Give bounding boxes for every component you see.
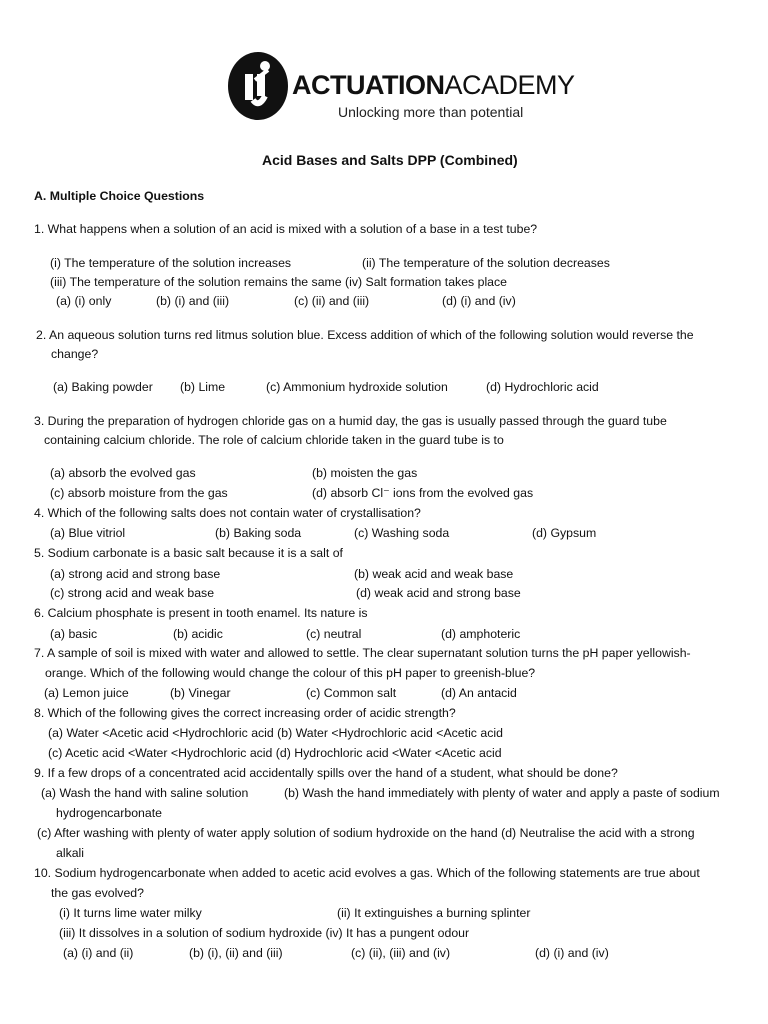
q5-option-a: (a) strong acid and strong base [50,567,221,581]
q7-option-a: (a) Lemon juice [44,686,129,700]
q10-statement-iii-iv: (iii) It dissolves in a solution of sodium hydroxide (iv) It has a pungent odour [59,926,470,940]
q7-option-d: (d) An antacid [441,686,517,700]
tagline: Unlocking more than potential [338,104,524,120]
q3-option-a: (a) absorb the evolved gas [50,466,196,480]
question-5: 5. Sodium carbonate is a basic salt because it is a salt of [34,546,343,560]
q6-option-b: (b) acidic [173,627,223,641]
question-2: 2. An aqueous solution turns red litmus solution blue. Excess addition of which of the following solution would reverse the [36,328,694,342]
question-3: 3. During the preparation of hydrogen chloride gas on a humid day, the gas is usually passed through the guard tube [34,414,667,428]
q3-option-c: (c) absorb moisture from the gas [50,486,228,500]
q1-option-d: (d) (i) and (iv) [442,294,516,308]
question-1: 1. What happens when a solution of an acid is mixed with a solution of a base in a test tube? [34,222,538,236]
brand-light: ACADEMY [444,70,575,100]
q10-statement-ii: (ii) It extinguishes a burning splinter [337,906,531,920]
q10-option-d: (d) (i) and (iv) [535,946,609,960]
question-8: 8. Which of the following gives the correct increasing order of acidic strength? [34,706,456,720]
page-title: Acid Bases and Salts DPP (Combined) [262,152,518,168]
q9-options-cd: (c) After washing with plenty of water apply solution of sodium hydroxide on the hand (d) Neutralise the acid with a strong [37,826,695,840]
q5-option-b: (b) weak acid and weak base [354,567,514,581]
brand-name [292,70,575,101]
q4-option-a: (a) Blue vitriol [50,526,126,540]
q10-option-b: (b) (i), (ii) and (iii) [189,946,283,960]
q5-option-c: (c) strong acid and weak base [50,586,215,600]
q7-option-b: (b) Vinegar [170,686,231,700]
question-7-cont: orange. Which of the following would change the colour of this pH paper to greenish-blue? [45,666,536,680]
q6-option-c: (c) neutral [306,627,362,641]
q5-option-d: (d) weak acid and strong base [356,586,521,600]
q9-option-b: (b) Wash the hand immediately with plenty of water and apply a paste of sodium [284,786,720,800]
q4-option-d: (d) Gypsum [532,526,597,540]
q1-option-c: (c) (ii) and (iii) [294,294,370,308]
q1-statement-i: (i) The temperature of the solution increases [50,256,292,270]
q9-option-a: (a) Wash the hand with saline solution [41,786,249,800]
q1-statement-ii: (ii) The temperature of the solution decreases [362,256,610,270]
section-heading: A. Multiple Choice Questions [34,189,205,203]
q6-option-d: (d) amphoteric [441,627,521,641]
q2-option-d: (d) Hydrochloric acid [486,380,599,394]
question-3-cont: containing calcium chloride. The role of calcium chloride taken in the guard tube is to [44,433,504,447]
question-9: 9. If a few drops of a concentrated acid accidentally spills over the hand of a student, what should be done? [34,766,618,780]
question-10-cont: the gas evolved? [51,886,144,900]
question-7: 7. A sample of soil is mixed with water and allowed to settle. The clear supernatant solution turns the pH paper yellowish- [34,646,691,660]
question-4: 4. Which of the following salts does not contain water of crystallisation? [34,506,421,520]
q3-option-d: (d) absorb Cl⁻ ions from the evolved gas [312,486,534,500]
q6-option-a: (a) basic [50,627,98,641]
q2-option-c: (c) Ammonium hydroxide solution [266,380,448,394]
question-6: 6. Calcium phosphate is present in tooth enamel. Its nature is [34,606,368,620]
question-2-cont: change? [51,347,99,361]
q4-option-c: (c) Washing soda [354,526,450,540]
question-10: 10. Sodium hydrogencarbonate when added to acetic acid evolves a gas. Which of the following statements are true about [34,866,700,880]
q1-statement-iii-iv: (iii) The temperature of the solution remains the same (iv) Salt formation takes place [50,275,508,289]
q1-option-a: (a) (i) only [56,294,112,308]
q9-option-b-cont: hydrogencarbonate [56,806,162,820]
q2-option-a: (a) Baking powder [53,380,153,394]
actuation-academy-logo [228,52,575,128]
q4-option-b: (b) Baking soda [215,526,302,540]
q1-option-b: (b) (i) and (iii) [156,294,230,308]
q10-option-a: (a) (i) and (ii) [63,946,134,960]
q2-option-b: (b) Lime [180,380,226,394]
q9-option-d-cont: alkali [56,846,85,860]
q8-options-cd: (c) Acetic acid <Water <Hydrochloric acid (d) Hydrochloric acid <Water <Acetic acid [48,746,502,760]
brand-bold: ACTUATION [292,70,445,100]
q8-options-ab: (a) Water <Acetic acid <Hydrochloric acid (b) Water <Hydrochloric acid <Acetic acid [48,726,503,740]
q3-option-b: (b) moisten the gas [312,466,418,480]
q7-option-c: (c) Common salt [306,686,397,700]
q10-option-c: (c) (ii), (iii) and (iv) [351,946,451,960]
logo-emblem-icon [228,52,288,120]
q10-statement-i: (i) It turns lime water milky [59,906,202,920]
